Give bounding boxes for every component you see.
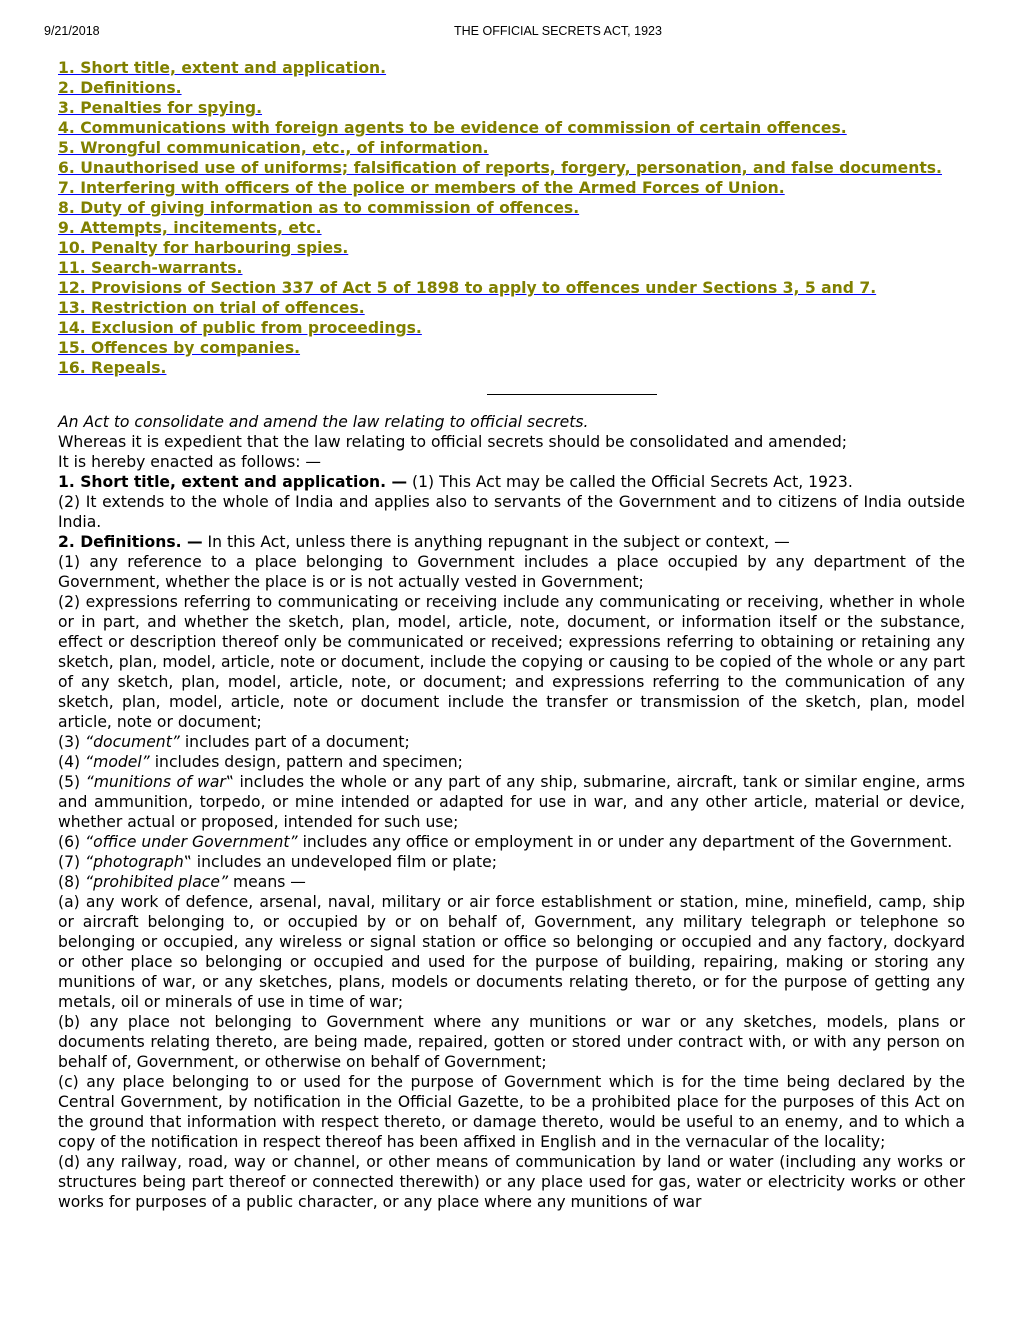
paragraph bbox=[58, 1072, 965, 1152]
toc-link-section-12[interactable]: 12. Provisions of Section 337 of Act 5 of 1898 to apply to offences under Sections 3, 5 and 7. bbox=[58, 279, 877, 297]
toc-link-section-7[interactable]: 7. Interfering with officers of the police or members of the Armed Forces of Union. bbox=[58, 179, 785, 197]
paragraph bbox=[58, 592, 965, 732]
table-of-contents bbox=[58, 58, 965, 378]
paragraph-text: (b) any place not belonging to Government where any munitions or war or any sketches, models, plans or documents relating thereto, are being made, repaired, gotten or stored under contract with, or with any person on behalf of, Government, or otherwise on behalf of Government; bbox=[58, 1013, 965, 1071]
toc-link-section-5[interactable]: 5. Wrongful communication, etc., of information. bbox=[58, 139, 489, 157]
paragraph-text: Whereas it is expedient that the law relating to official secrets should be consolidated and amended; bbox=[58, 433, 848, 451]
act-text bbox=[58, 412, 965, 1212]
toc-link-section-4[interactable]: 4. Communications with foreign agents to be evidence of commission of certain offences. bbox=[58, 119, 847, 137]
paragraph-text: (2) expressions referring to communicating or receiving include any communicating or receiving, whether in whole or in part, and whether the sketch, plan, model, article, note, document, or information itself or the substance, effect or description thereof only be communicated or received; expressions referring to obtaining or retaining any sketch, plan, model, article, note or document, include the copying or causing to be copied of the whole or any part of any sketch, plan, model, article, note, or document; and expressions referring to the communication of any sketch, plan, model, article, note or document include the transfer or transmission of the sketch, plan, model article, note or document; bbox=[58, 593, 965, 731]
defined-term: “photograph bbox=[85, 853, 184, 871]
paragraph bbox=[58, 452, 965, 472]
section-heading: 2. Definitions. — bbox=[58, 533, 203, 551]
toc-link-section-1[interactable]: 1. Short title, extent and application. bbox=[58, 59, 387, 77]
paragraph bbox=[58, 492, 965, 532]
toc-link-section-11[interactable]: 11. Search-warrants. bbox=[58, 259, 243, 277]
defined-term: “prohibited place” bbox=[85, 873, 229, 891]
toc-link-section-9[interactable]: 9. Attempts, incitements, etc. bbox=[58, 219, 322, 237]
toc-link-section-2[interactable]: 2. Definitions. bbox=[58, 79, 182, 97]
paragraph-text: (8) bbox=[58, 873, 86, 891]
paragraph-text: (a) any work of defence, arsenal, naval, military or air force establishment or station, mine, minefield, camp, ship or aircraft belonging to, or occupied by or on behalf of, Government, any military telegraph or telephone so belonging or occupied, any wireless or signal station or office so belonging or occupied and any factory, dockyard or other place so belonging or occupied and used for the purpose of building, repairing, making or storing any munitions of war, or any sketches, plans, models or documents relating thereto, or for the purpose of getting any metals, oil or minerals of use in time of war; bbox=[58, 893, 965, 1011]
paragraph-text: (3) bbox=[58, 733, 86, 751]
paragraph-text: (5) bbox=[58, 773, 86, 791]
paragraph-text: (2) It extends to the whole of India and applies also to servants of the Government and to citizens of India outside India. bbox=[58, 493, 965, 531]
paragraph-text: (d) any railway, road, way or channel, or other means of communication by land or water (including any works or structures being part thereof or connected therewith) or any place used for gas, water or electricity works or other works for purposes of a public character, or any place where any munitions of war bbox=[58, 1153, 965, 1211]
paragraph-text: (1) This Act may be called the Official Secrets Act, 1923. bbox=[407, 473, 853, 491]
defined-term: “document” bbox=[85, 733, 180, 751]
toc-link-section-16[interactable]: 16. Repeals. bbox=[58, 359, 167, 377]
document-content bbox=[58, 58, 965, 1212]
toc-link-section-14[interactable]: 14. Exclusion of public from proceedings. bbox=[58, 319, 422, 337]
toc-link-section-13[interactable]: 13. Restriction on trial of offences. bbox=[58, 299, 365, 317]
page-title: THE OFFICIAL SECRETS ACT, 1923 bbox=[454, 24, 662, 38]
paragraph-text: includes part of a document; bbox=[179, 733, 410, 751]
paragraph bbox=[58, 752, 965, 772]
paragraph-text: includes design, pattern and specimen; bbox=[149, 753, 463, 771]
paragraph bbox=[58, 1012, 965, 1072]
defined-term: “munitions of war bbox=[85, 773, 226, 791]
paragraph bbox=[58, 872, 965, 892]
paragraph bbox=[58, 832, 965, 852]
paragraph-text: (4) bbox=[58, 753, 86, 771]
paragraph-text: (c) any place belonging to or used for the purpose of Government which is for the time being declared by the Central Government, by notification in the Official Gazette, to be a prohibited place for the purposes of this Act on the ground that information with respect thereto, or damage thereto, would be useful to an enemy, and to which a copy of the notification in respect thereof has been affixed in English and in the vernacular of the locality; bbox=[58, 1073, 965, 1151]
paragraph-text: In this Act, unless there is anything repugnant in the subject or context, — bbox=[202, 533, 790, 551]
paragraph-text: (1) any reference to a place belonging to Government includes a place occupied by any department of the Government, whether the place is or is not actually vested in Government; bbox=[58, 553, 965, 591]
paragraph bbox=[58, 852, 965, 872]
paragraph-text: ‟ includes the whole or any part of any ship, submarine, aircraft, tank or similar engine, arms and ammunition, torpedo, or mine intended or adapted for use in war, and any other article, material or device, whether actual or proposed, intended for such use; bbox=[58, 773, 965, 831]
toc-link-section-6[interactable]: 6. Unauthorised use of uniforms; falsification of reports, forgery, personation, and false documents. bbox=[58, 159, 942, 177]
defined-term: “model” bbox=[85, 753, 150, 771]
toc-link-section-8[interactable]: 8. Duty of giving information as to commission of offences. bbox=[58, 199, 580, 217]
paragraph bbox=[58, 1152, 965, 1212]
paragraph bbox=[58, 552, 965, 592]
paragraph bbox=[58, 532, 965, 552]
toc-link-section-10[interactable]: 10. Penalty for harbouring spies. bbox=[58, 239, 349, 257]
paragraph bbox=[58, 772, 965, 832]
paragraph-text: (7) bbox=[58, 853, 86, 871]
toc-link-section-15[interactable]: 15. Offences by companies. bbox=[58, 339, 301, 357]
defined-term: An Act to consolidate and amend the law relating to official secrets. bbox=[58, 413, 589, 431]
separator-line bbox=[487, 394, 657, 395]
defined-term: “office under Government” bbox=[85, 833, 298, 851]
paragraph-text: It is hereby enacted as follows: — bbox=[58, 453, 322, 471]
print-date: 9/21/2018 bbox=[44, 24, 100, 38]
paragraph-text: (6) bbox=[58, 833, 86, 851]
paragraph bbox=[58, 732, 965, 752]
paragraph-text: includes any office or employment in or under any department of the Government. bbox=[297, 833, 953, 851]
toc-link-section-3[interactable]: 3. Penalties for spying. bbox=[58, 99, 263, 117]
paragraph bbox=[58, 892, 965, 1012]
paragraph bbox=[58, 472, 965, 492]
paragraph-text: ‟ includes an undeveloped film or plate; bbox=[183, 853, 498, 871]
paragraph-text: means — bbox=[228, 873, 306, 891]
paragraph bbox=[58, 432, 965, 452]
section-heading: 1. Short title, extent and application. — bbox=[58, 473, 408, 491]
paragraph bbox=[58, 412, 965, 432]
